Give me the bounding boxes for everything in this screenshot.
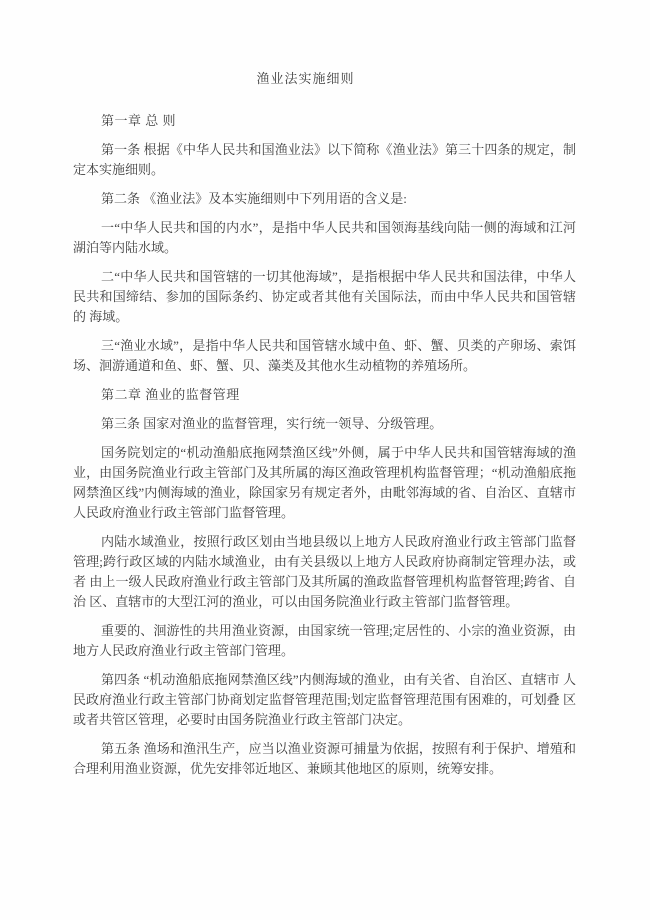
article-3-text: 第三条 国家对渔业的监督管理，实行统一领导、分级管理。 bbox=[101, 416, 443, 431]
article-4-text: 第四条 “机动渔船底拖网禁渔区线”内侧海域的渔业，由有关省、自治区、直辖市 人民政府渔业行政主管部门协商划定监督管理范围;划定监督管理范围有困难的，可划叠 区或者共管区管理，必要时由国务院渔业行政主管部门决定。 bbox=[73, 672, 576, 727]
chapter-1-heading: 第一章 总 则 bbox=[101, 113, 177, 128]
article-5-text: 第五条 渔场和渔汛生产，应当以渔业资源可捕量为依据，按照有利于保护、增殖和合理利用渔业资源，优先安排邻近地区、兼顾其他地区的原则，统筹安排。 bbox=[73, 741, 576, 776]
term-definition-1: 一“中华人民共和国的内水”，是指中华人民共和国领海基线向陆一侧的海域和江河 湖泊等内陆水域。 bbox=[73, 220, 576, 255]
article-3-para-4: 重要的、洄游性的共用渔业资源，由国家统一管理;定居性的、小宗的渔业资源，由 地方人民政府渔业行政主管部门管理。 bbox=[73, 623, 576, 658]
article-2-text: 第二条 《渔业法》及本实施细则中下列用语的含义是: bbox=[101, 191, 407, 206]
article-3-para-2: 国务院划定的“机动渔船底拖网禁渔区线”外侧，属于中华人民共和国管辖海域的渔业，由国务院渔业行政主管部门及其所属的海区渔政管理机构监督管理；“机动渔船底拖 网禁渔区线”内侧海域的渔业，除国家另有规定者外，由毗邻海域的省、自治区、直辖市 人民政府渔业行政主管部门监督管理。 bbox=[73, 445, 576, 520]
term-definition-2: 二“中华人民共和国管辖的一切其他海域”，是指根据中华人民共和国法律，中华人 民共和国缔结、参加的国际条约、协定或者其他有关国际法，而由中华人民共和国管辖的 海域。 bbox=[73, 269, 576, 324]
article-3-para-3: 内陆水域渔业，按照行政区划由当地县级以上地方人民政府渔业行政主管部门监督管理;跨行政区域的内陆水域渔业，由有关县级以上地方人民政府协商制定管理办法，或者 由上一级人民政府渔业行政主管部门及其所属的渔政监督管理机构监督管理;跨省、自治 区、直辖市的大型江河的渔业，可以由国务院渔业行政主管部门监督管理。 bbox=[73, 534, 576, 609]
chapter-2-heading: 第二章 渔业的监督管理 bbox=[101, 387, 240, 402]
doc-title: 渔业法实施细则 bbox=[256, 71, 355, 86]
article-1-text: 第一条 根据《中华人民共和国渔业法》以下简称《渔业法》第三十四条的规定，制 定本实施细则。 bbox=[73, 142, 576, 177]
term-definition-3: 三“渔业水域”，是指中华人民共和国管辖水域中鱼、虾、蟹、贝类的产卵场、索饵场、洄游通道和鱼、虾、蟹、贝、藻类及其他水生动植物的养殖场所。 bbox=[73, 338, 576, 373]
